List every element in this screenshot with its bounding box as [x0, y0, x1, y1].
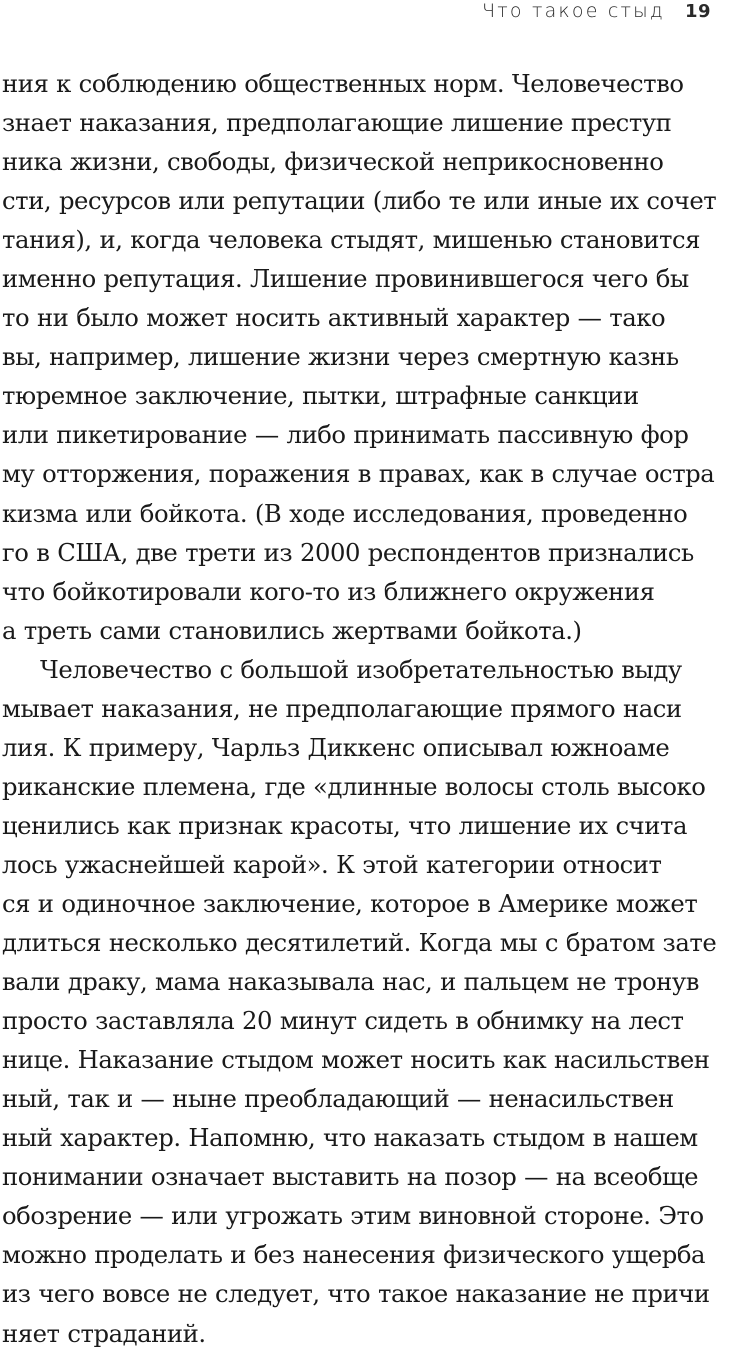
text-line: ся и одиночное заключение, которое в Америке может — [2, 888, 698, 918]
body-text — [2, 64, 737, 1353]
paragraph-first-line: Человечество с большой изобретательностью выду — [40, 654, 682, 684]
text-line: лось ужаснейшей карой». К этой категории относит — [2, 849, 662, 879]
text-line: можно проделать и без нанесения физического ущерба — [2, 1240, 706, 1270]
text-line: мывает наказания, не предполагающие прямого наси — [2, 693, 682, 723]
text-line: или пикетирование — либо принимать пассивную фор — [2, 420, 689, 450]
text-line: няет страданий. — [2, 1318, 206, 1348]
text-line: длиться несколько десятилетий. Когда мы с братом зате — [2, 928, 717, 958]
text-line: кизма или бойкота. (В ходе исследования, проведенно — [2, 498, 688, 528]
running-head — [482, 0, 711, 22]
text-line: нице. Наказание стыдом может носить как насильствен — [2, 1045, 710, 1075]
text-line: а треть сами становились жертвами бойкота.) — [2, 615, 582, 645]
page-number: 19 — [684, 1, 711, 22]
text-line: вали драку, мама наказывала нас, и пальцем не тронув — [2, 967, 699, 997]
text-line: ценились как признак красоты, что лишение их счита — [2, 810, 687, 840]
text-line: тюремное заключение, пытки, штрафные санкции — [2, 381, 639, 411]
text-line: ный характер. Напомню, что наказать стыдом в нашем — [2, 1123, 698, 1153]
text-line: ния к соблюдению общественных норм. Человечество — [2, 69, 684, 98]
text-line: обозрение — или угрожать этим виновной стороне. Это — [2, 1201, 704, 1231]
text-line: что бойкотировали кого-то из ближнего окружения — [2, 576, 655, 606]
text-line: именно репутация. Лишение провинившегося чего бы — [2, 264, 689, 294]
text-line: риканские племена, где «длинные волосы столь высоко — [2, 771, 706, 801]
text-line: лия. К примеру, Чарльз Диккенс описывал южноаме — [2, 732, 670, 762]
text-line: из чего вовсе не следует, что такое наказание не причи — [2, 1279, 710, 1309]
text-line: тания), и, когда человека стыдят, мишенью становится — [2, 225, 701, 255]
text-line: му отторжения, поражения в правах, как в случае остра — [2, 459, 715, 489]
text-line: ника жизни, свободы, физической неприкосновенно — [2, 147, 664, 177]
text-line: понимании означает выставить на позор — на всеобще — [2, 1162, 699, 1192]
text-line: го в США, две трети из 2000 респондентов признались — [2, 537, 694, 567]
text-line: вы, например, лишение жизни через смертную казнь — [2, 342, 679, 372]
text-line: знает наказания, предполагающие лишение преступ — [2, 108, 672, 138]
text-line: ный, так и — ныне преобладающий — ненасильствен — [2, 1084, 674, 1114]
running-head-title: Что такое стыд — [482, 0, 665, 22]
text-line: сти, ресурсов или репутации (либо те или иные их сочет — [2, 186, 717, 216]
text-line: просто заставляла 20 минут сидеть в обнимку на лест — [2, 1006, 684, 1036]
text-line: то ни было может носить активный характер — тако — [2, 303, 666, 333]
